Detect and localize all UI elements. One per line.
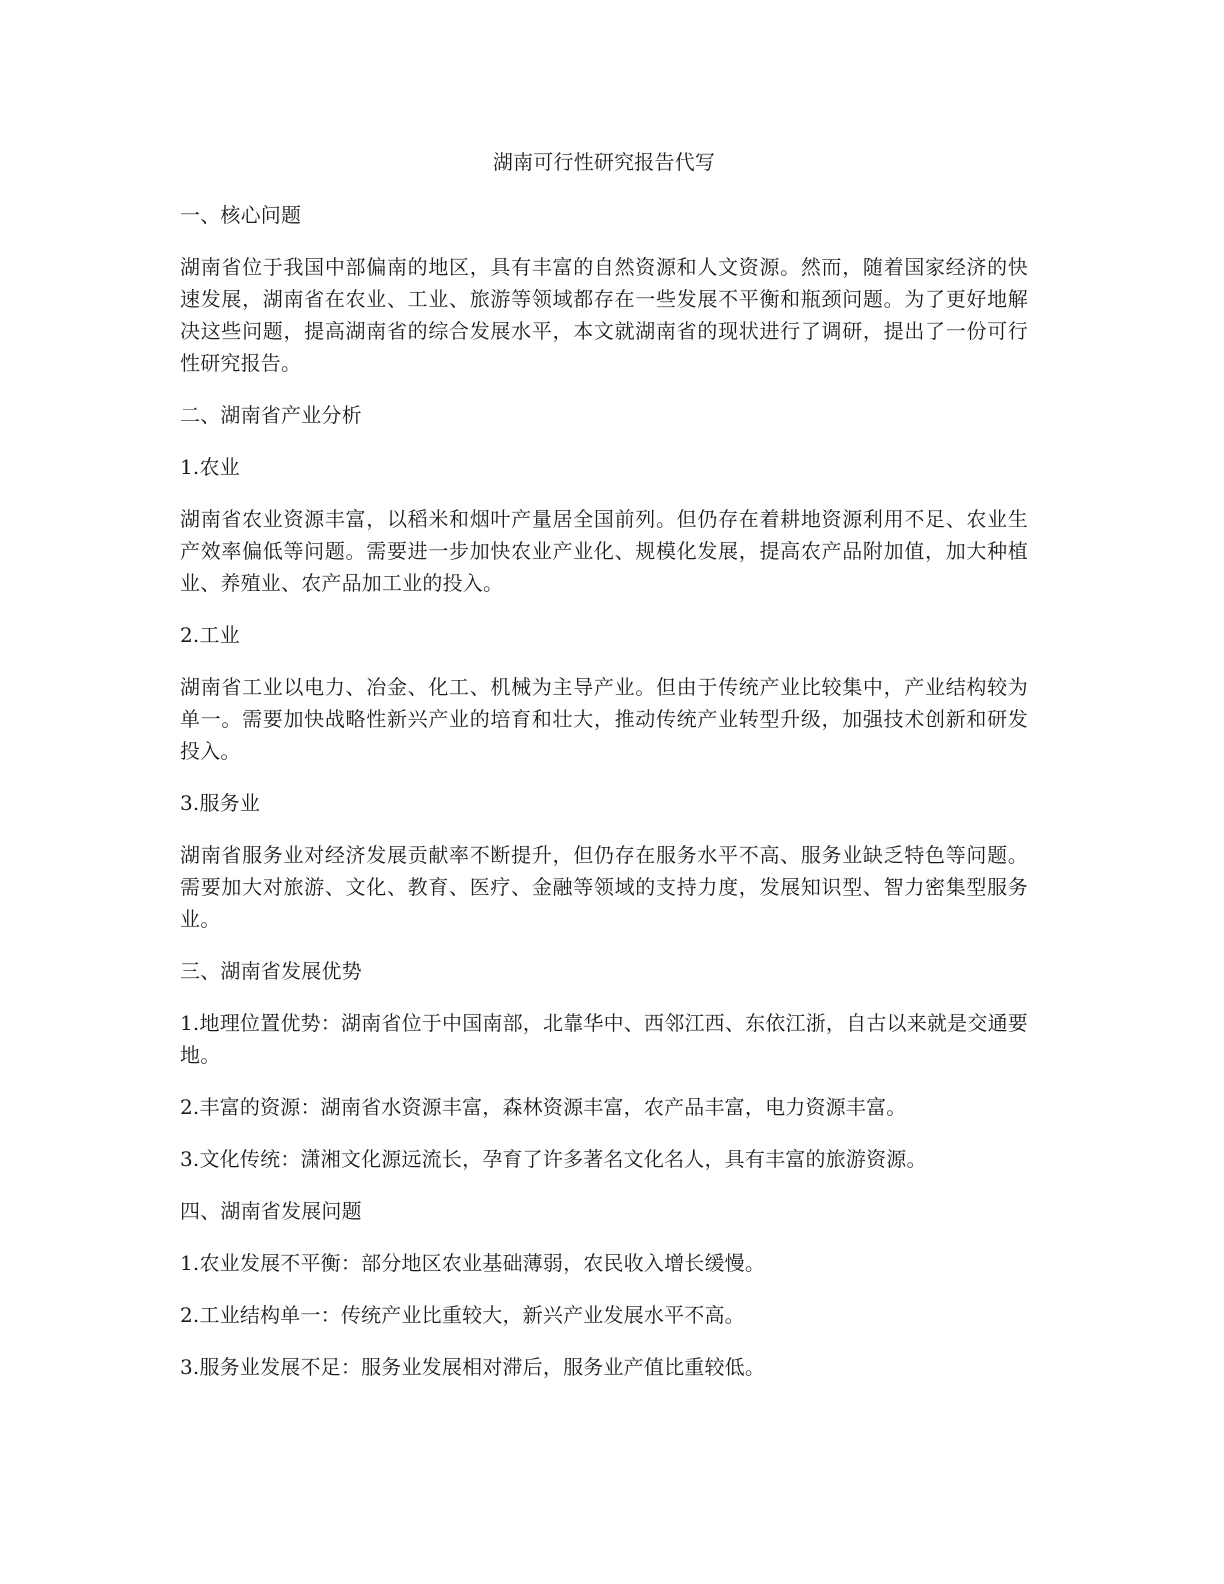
- subheading-services: 3.服务业: [180, 791, 261, 815]
- advantage-item-culture: 3.文化传统：潇湘文化源远流长，孕育了许多著名文化名人，具有丰富的旅游资源。: [180, 1147, 927, 1171]
- problem-item-services: 3.服务业发展不足：服务业发展相对滞后，服务业产值比重较低。: [180, 1355, 766, 1379]
- services-paragraph: 湖南省服务业对经济发展贡献率不断提升，但仍存在服务水平不高、服务业缺乏特色等问题。需要加大对旅游、文化、教育、医疗、金融等领域的支持力度，发展知识型、智力密集型服务业。: [180, 843, 1028, 931]
- subheading-agriculture: 1.农业: [180, 455, 240, 479]
- agriculture-paragraph: 湖南省农业资源丰富，以稻米和烟叶产量居全国前列。但仍存在着耕地资源利用不足、农业生产效率偏低等问题。需要进一步加快农业产业化、规模化发展，提高农产品附加值，加大种植业、养殖业、农产品加工业的投入。: [180, 507, 1028, 595]
- advantage-item-geography: 1.地理位置优势：湖南省位于中国南部，北靠华中、西邻江西、东依江浙，自古以来就是交通要地。: [180, 1011, 1028, 1067]
- section-heading-industry-analysis: 二、湖南省产业分析: [180, 403, 362, 427]
- document-title: 湖南可行性研究报告代写: [492, 150, 716, 174]
- advantage-item-resources: 2.丰富的资源：湖南省水资源丰富，森林资源丰富，农产品丰富，电力资源丰富。: [180, 1095, 907, 1119]
- subheading-industry: 2.工业: [180, 623, 240, 647]
- section-heading-core-issues: 一、核心问题: [180, 203, 302, 227]
- core-issues-paragraph: 湖南省位于我国中部偏南的地区，具有丰富的自然资源和人文资源。然而，随着国家经济的快速发展，湖南省在农业、工业、旅游等领域都存在一些发展不平衡和瓶颈问题。为了更好地解决这些问题，提高湖南省的综合发展水平，本文就湖南省的现状进行了调研，提出了一份可行性研究报告。: [180, 255, 1028, 375]
- document-page: [180, 146, 1028, 1403]
- problem-item-industry: 2.工业结构单一：传统产业比重较大，新兴产业发展水平不高。: [180, 1303, 745, 1327]
- section-heading-problems: 四、湖南省发展问题: [180, 1199, 362, 1223]
- section-heading-advantages: 三、湖南省发展优势: [180, 959, 362, 983]
- problem-item-agriculture: 1.农业发展不平衡：部分地区农业基础薄弱，农民收入增长缓慢。: [180, 1251, 766, 1275]
- industry-paragraph: 湖南省工业以电力、冶金、化工、机械为主导产业。但由于传统产业比较集中，产业结构较为单一。需要加快战略性新兴产业的培育和壮大，推动传统产业转型升级，加强技术创新和研发投入。: [180, 675, 1028, 763]
